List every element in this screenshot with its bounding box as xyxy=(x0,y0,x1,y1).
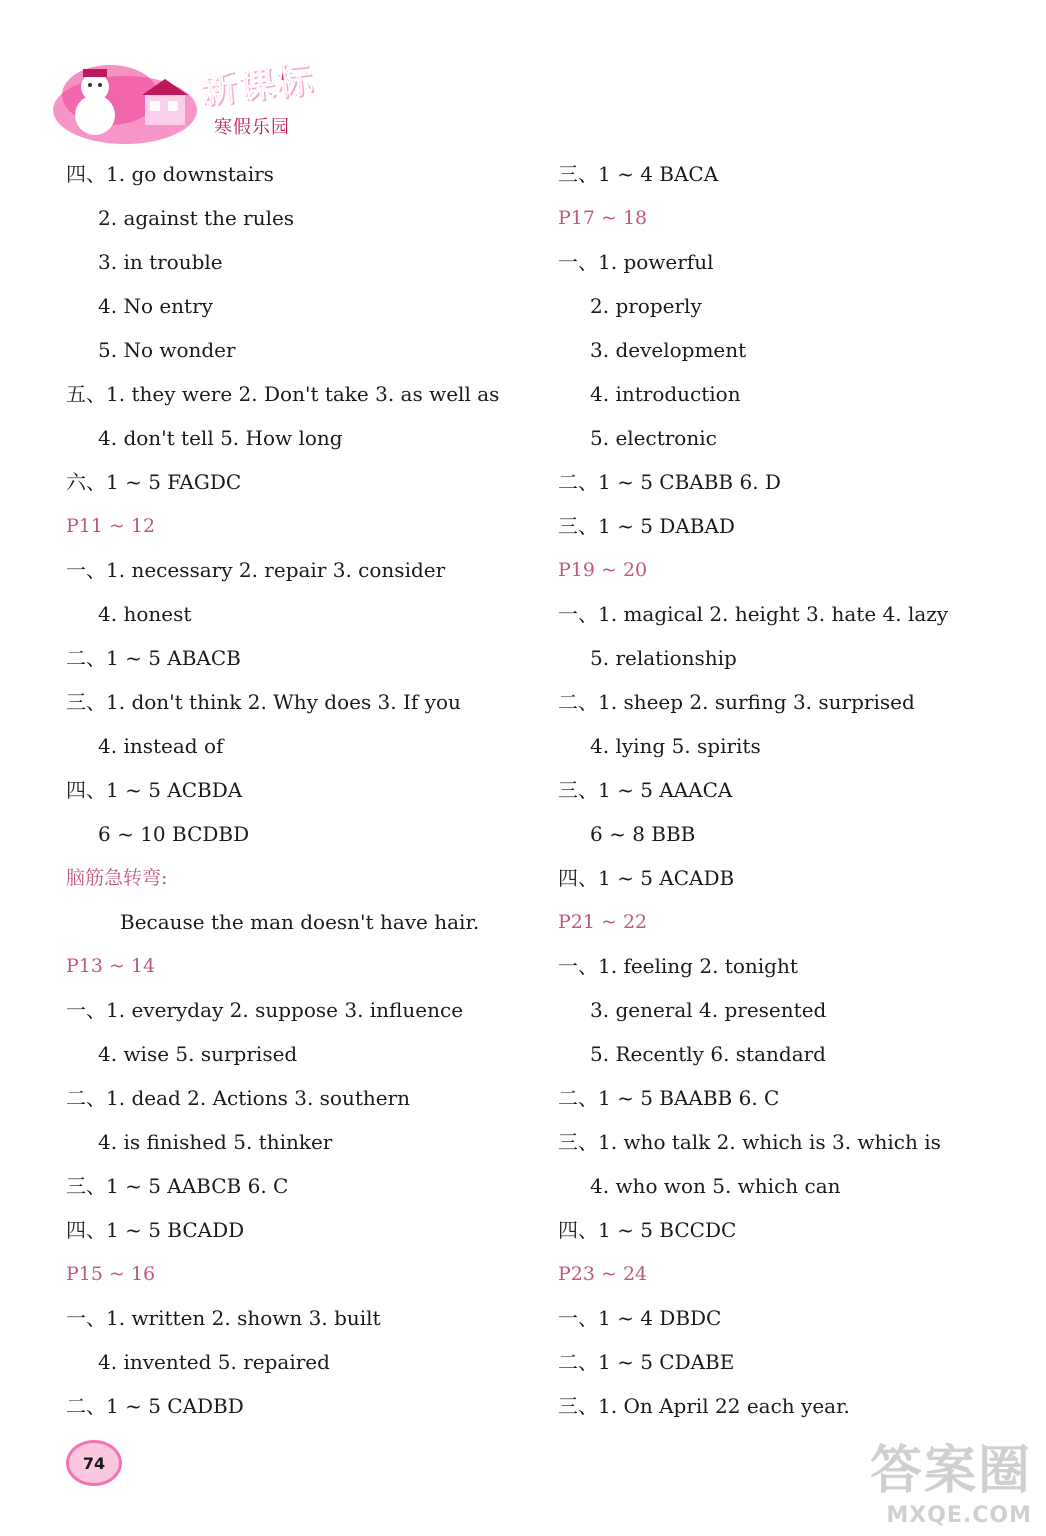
snowman-scene-icon xyxy=(50,55,200,145)
answer-line: 4. invented 5. repaired xyxy=(98,1350,330,1374)
answer-line: 3. development xyxy=(590,338,747,362)
answer-line: 三、1. On April 22 each year. xyxy=(558,1394,850,1418)
answer-line: Because the man doesn't have hair. xyxy=(120,910,480,934)
header-logo xyxy=(50,55,320,145)
page-number: 74 xyxy=(66,1440,122,1486)
answer-line: 4. who won 5. which can xyxy=(590,1174,841,1198)
section-heading: P21 ~ 22 xyxy=(558,911,648,933)
section-heading: P15 ~ 16 xyxy=(66,1263,156,1285)
section-heading: P17 ~ 18 xyxy=(558,207,648,229)
answer-line: 4. introduction xyxy=(590,382,741,406)
answer-line: 3. in trouble xyxy=(98,250,223,274)
answer-line: 三、1 ~ 5 DABAD xyxy=(558,514,735,538)
answer-line: 5. relationship xyxy=(590,646,737,670)
answer-line: 三、1. who talk 2. which is 3. which is xyxy=(558,1130,941,1154)
watermark-title: 答案圈 xyxy=(869,1441,1032,1501)
answer-line: 一、1. everyday 2. suppose 3. influence xyxy=(66,998,464,1022)
answer-line: 三、1 ~ 5 AABCB 6. C xyxy=(66,1174,289,1198)
answer-line: 三、1 ~ 5 AAACA xyxy=(558,778,733,802)
answer-line: 五、1. they were 2. Don't take 3. as well as xyxy=(66,382,500,406)
section-heading: P19 ~ 20 xyxy=(558,559,648,581)
logo-title: 新课标 xyxy=(198,59,317,112)
answer-line: 2. against the rules xyxy=(98,206,295,230)
answer-line: 三、1. don't think 2. Why does 3. If you xyxy=(66,690,461,714)
answer-line: 二、1. sheep 2. surfing 3. surprised xyxy=(558,690,915,714)
answer-line: 4. honest xyxy=(98,602,192,626)
section-heading: 脑筋急转弯: xyxy=(66,867,168,889)
answer-line: 6 ~ 10 BCDBD xyxy=(98,822,250,846)
answer-line: 5. electronic xyxy=(590,426,717,450)
answer-line: 6 ~ 8 BBB xyxy=(590,822,696,846)
answer-line: 一、1. powerful xyxy=(558,250,714,274)
section-heading: P11 ~ 12 xyxy=(66,515,156,537)
answer-line: 二、1 ~ 5 CDABE xyxy=(558,1350,735,1374)
answer-line: 一、1. necessary 2. repair 3. consider xyxy=(66,558,446,582)
answer-line: 一、1 ~ 4 DBDC xyxy=(558,1306,722,1330)
answer-line: 4. No entry xyxy=(98,294,213,318)
watermark-url: MXQE.COM xyxy=(886,1503,1032,1528)
answer-line: 四、1 ~ 5 BCADD xyxy=(66,1218,245,1242)
answer-line: 三、1 ~ 4 BACA xyxy=(558,162,719,186)
answer-line: 5. Recently 6. standard xyxy=(590,1042,826,1066)
answer-line: 3. general 4. presented xyxy=(590,998,827,1022)
answer-line: 四、1 ~ 5 ACADB xyxy=(558,866,735,890)
answer-line: 二、1 ~ 5 BAABB 6. C xyxy=(558,1086,780,1110)
answer-line: 四、1 ~ 5 BCCDC xyxy=(558,1218,737,1242)
answer-line: 4. instead of xyxy=(98,734,224,758)
answer-line: 4. is finished 5. thinker xyxy=(98,1130,333,1154)
answer-line: 5. No wonder xyxy=(98,338,236,362)
answer-line: 4. don't tell 5. How long xyxy=(98,426,343,450)
answer-line: 四、1 ~ 5 ACBDA xyxy=(66,778,243,802)
answer-line: 六、1 ~ 5 FAGDC xyxy=(66,470,242,494)
answer-line: 一、1. magical 2. height 3. hate 4. lazy xyxy=(558,602,949,626)
watermark xyxy=(870,1428,1032,1528)
answer-line: 二、1. dead 2. Actions 3. southern xyxy=(66,1086,411,1110)
answer-line: 2. properly xyxy=(590,294,702,318)
answer-line: 4. wise 5. surprised xyxy=(98,1042,298,1066)
answer-line: 四、1. go downstairs xyxy=(66,162,274,186)
logo-subtitle: 寒假乐园 xyxy=(214,117,290,138)
section-heading: P13 ~ 14 xyxy=(66,955,156,977)
answers-right-column xyxy=(558,152,948,1428)
answers-left-column xyxy=(66,152,499,1428)
answer-line: 二、1 ~ 5 CADBD xyxy=(66,1394,244,1418)
answer-line: 二、1 ~ 5 CBABB 6. D xyxy=(558,470,781,494)
answer-line: 4. lying 5. spirits xyxy=(590,734,761,758)
answer-line: 一、1. written 2. shown 3. built xyxy=(66,1306,381,1330)
section-heading: P23 ~ 24 xyxy=(558,1263,648,1285)
answer-line: 二、1 ~ 5 ABACB xyxy=(66,646,241,670)
answer-line: 一、1. feeling 2. tonight xyxy=(558,954,798,978)
